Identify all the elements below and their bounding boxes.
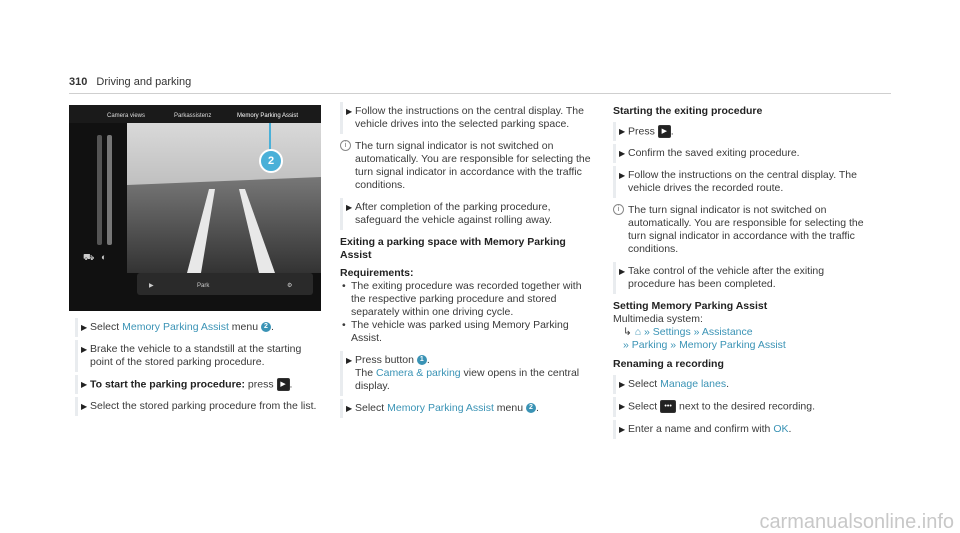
header-rule <box>69 93 891 94</box>
screen-tabs <box>69 105 321 123</box>
path-arrow-icon: ↳ <box>623 326 632 339</box>
step-follow <box>340 105 595 131</box>
step-select-menu-2: ▶ Select Memory Parking Assist menu 2 . <box>340 402 595 415</box>
chevron-icon: » <box>670 339 677 352</box>
step-brake <box>75 343 325 369</box>
text: menu <box>228 321 261 333</box>
text: menu <box>493 402 526 414</box>
text: Select <box>628 400 661 413</box>
tab-camera-views[interactable]: Camera views <box>107 113 146 119</box>
path-memory-parking-assist[interactable]: Memory Parking Assist <box>679 339 786 352</box>
arrow-icon: ▶ <box>619 171 626 181</box>
step-take-control <box>613 265 873 291</box>
heading-renaming: Renaming a recording <box>613 358 724 371</box>
display-screenshot <box>69 105 321 311</box>
step-select-stored <box>75 400 325 413</box>
badge-1: 1 <box>417 355 427 365</box>
arrow-icon: ▶ <box>346 107 353 116</box>
arrow-icon: ▶ <box>81 402 88 412</box>
play-button-icon: ▶ <box>277 378 290 391</box>
step-safeguard <box>340 201 595 227</box>
step-select-more <box>613 400 873 413</box>
chevron-icon: » <box>693 326 700 339</box>
link-ok[interactable]: OK <box>773 422 789 435</box>
step-enter-name: ▶ Enter a name and confirm with OK. <box>613 423 873 436</box>
link-memory-parking-assist-2[interactable]: Memory Parking Assist <box>387 402 494 414</box>
left-slider[interactable] <box>97 135 102 245</box>
link-memory-parking-assist[interactable]: Memory Parking Assist <box>122 321 229 333</box>
text: Confirm the saved exiting procedure. <box>628 147 800 160</box>
settings-icon[interactable]: ⚙ <box>287 283 293 289</box>
play-icon[interactable]: ▶ <box>149 283 154 289</box>
text: Select <box>90 321 123 333</box>
bullet-2: • The vehicle was parked using Memory Parking Assist. <box>340 319 595 345</box>
step-start-parking: ▶ To start the parking procedure: press ▶ . <box>75 378 325 391</box>
column-2 <box>340 105 595 424</box>
path-parking[interactable]: Parking <box>631 339 668 352</box>
step-confirm <box>613 147 873 160</box>
note-turn-signal <box>340 140 595 192</box>
text: Select <box>355 402 388 414</box>
step-press-button: ▶ Press button 1 . The Camera & parking view opens in the central display. <box>340 354 595 393</box>
note-turn-signal-2 <box>613 204 873 256</box>
column-3 <box>613 105 873 445</box>
camera-icon[interactable]: ◐ <box>101 252 107 262</box>
step-press: ▶ Press ▶ . <box>613 125 873 138</box>
text: Follow the instructions on the central display. The vehicle drives into the selected parking space. <box>355 105 584 130</box>
text: Brake the vehicle to a standstill at the starting point of the stored parking procedure. <box>90 343 302 368</box>
arrow-icon: ▶ <box>81 380 88 389</box>
watermark: carmanualsonline.info <box>759 511 954 533</box>
text: Select <box>628 378 661 391</box>
chevron-icon: » <box>623 339 629 352</box>
info-icon: i <box>613 204 624 215</box>
text: The <box>355 367 377 379</box>
arrow-icon: ▶ <box>346 404 353 413</box>
link-camera-parking[interactable]: Camera & parking <box>376 367 461 379</box>
text: Follow the instructions on the central display. The vehicle drives the recorded route. <box>628 169 857 195</box>
path-settings[interactable]: Settings <box>652 326 691 339</box>
link-manage-lanes[interactable]: Manage lanes <box>660 378 727 391</box>
arrow-icon: ▶ <box>619 424 626 434</box>
arrow-icon: ▶ <box>619 402 626 412</box>
text: Enter a name and confirm with <box>628 422 774 435</box>
heading-setting: Setting Memory Parking Assist <box>613 300 768 313</box>
arrow-icon: ▶ <box>619 149 626 159</box>
bold-text: To start the parking procedure: <box>90 378 245 391</box>
step-select-menu: ▶ Select Memory Parking Assist menu 2 . <box>75 321 325 334</box>
arrow-icon: ▶ <box>619 127 626 136</box>
screen-bottom-bar <box>137 273 313 295</box>
path-assistance[interactable]: Assistance <box>701 326 753 339</box>
section-title: Driving and parking <box>96 76 192 88</box>
callout-2: 2 <box>259 149 283 173</box>
text: Select the stored parking procedure from the list. <box>90 400 317 413</box>
text: The turn signal indicator is not switched on automatically. You are responsible for selecting the turn signal indicator in accordance with the traffic conditions. <box>628 204 864 256</box>
heading-starting-exit: Starting the exiting procedure <box>613 105 763 117</box>
text: next to the desired recording. <box>676 400 816 413</box>
step-manage-lanes: ▶ Select Manage lanes. <box>613 378 873 391</box>
text: view opens in the central display. <box>355 367 580 392</box>
text: Take control of the vehicle after the exiting procedure has been completed. <box>628 265 825 291</box>
more-options-icon: ••• <box>660 400 676 413</box>
tab-memory-parking-assist[interactable]: Memory Parking Assist <box>237 113 299 119</box>
play-button-icon: ▶ <box>658 125 671 138</box>
badge-2: 2 <box>526 403 536 413</box>
button-park[interactable]: Park <box>197 283 210 289</box>
info-icon: i <box>340 140 351 151</box>
arrow-icon: ▶ <box>346 203 353 212</box>
badge-2: 2 <box>261 322 271 332</box>
text: The turn signal indicator is not switched on automatically. You are responsible for selecting the turn signal indicator in accordance with the traffic conditions. <box>355 140 591 191</box>
text: Press <box>628 125 658 138</box>
text: Press button <box>355 354 417 366</box>
heading-exiting: Exiting a parking space with Memory Parking Assist <box>340 236 566 261</box>
arrow-icon: ▶ <box>81 345 88 354</box>
menu-path <box>613 326 873 352</box>
column-1 <box>75 321 325 422</box>
multimedia-label: Multimedia system: <box>613 313 703 326</box>
tab-parkassistenz[interactable]: Parkassistenz <box>174 113 212 119</box>
home-icon[interactable]: ⌂ <box>634 326 642 339</box>
arrow-icon: ▶ <box>619 380 626 390</box>
arrow-icon: ▶ <box>346 356 353 365</box>
chevron-icon: » <box>644 326 650 339</box>
left-slider-2[interactable] <box>107 135 112 245</box>
arrow-icon: ▶ <box>81 323 88 332</box>
requirements-label: Requirements: <box>340 267 414 279</box>
arrow-icon: ▶ <box>619 267 626 277</box>
bullet-1: • The exiting procedure was recorded together with the respective parking procedure and stored separately within one driving cycle. <box>340 280 595 319</box>
text: press <box>245 378 277 391</box>
page-header <box>69 76 191 89</box>
page-number: 310 <box>69 76 88 88</box>
car-icon[interactable]: ⛟ <box>83 252 95 262</box>
text: After completion of the parking procedure, safeguard the vehicle against rolling away. <box>355 201 553 226</box>
step-follow-route <box>613 169 873 195</box>
